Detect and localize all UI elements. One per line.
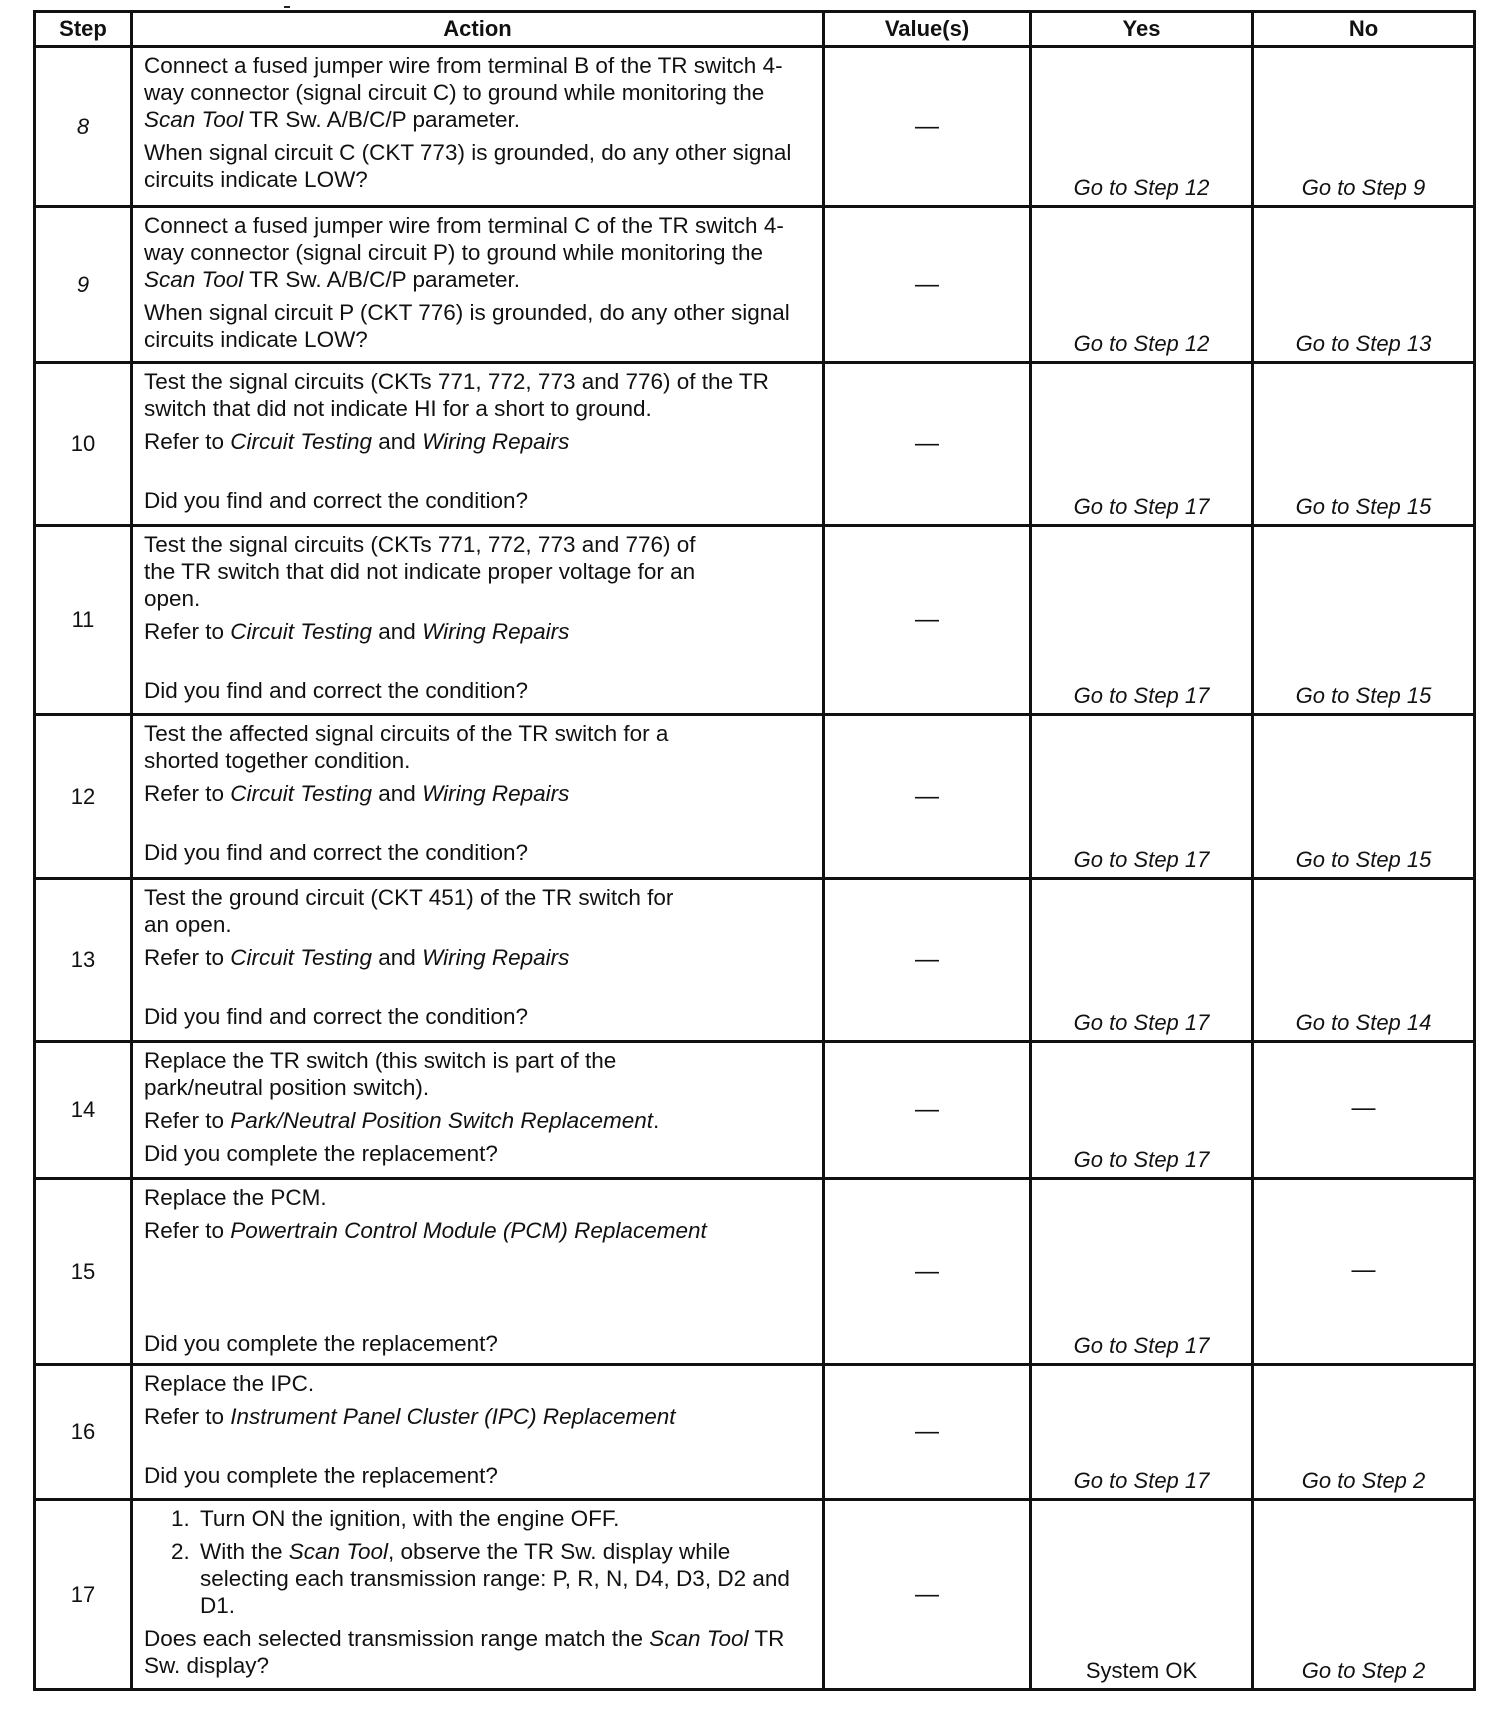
action-cell [132,1365,824,1500]
action-reference [144,428,814,455]
reference-joiner: and [372,945,423,970]
reference-joiner: and [372,781,423,806]
reference-prefix: Refer to [144,945,231,970]
reference-link[interactable]: Circuit Testing [230,619,373,644]
no-link[interactable]: Go to Step 14 [1295,1010,1432,1035]
action-reference [144,1217,814,1244]
step-number: 13 [35,879,132,1042]
action-reference [144,618,814,645]
reference-prefix: Refer to [144,619,231,644]
no-cell [1253,526,1475,715]
action-instruction: Test the ground circuit (CKT 451) of the TR switch for an open. [144,885,674,937]
yes-link[interactable]: Go to Step 17 [1073,494,1210,519]
step-number: 8 [35,47,132,207]
question-text: Does each selected transmission range match the [144,1626,650,1651]
action-cell [132,47,824,207]
yes-link[interactable]: Go to Step 12 [1073,331,1210,356]
no-cell [1253,207,1475,363]
value-cell: — [824,1179,1031,1365]
action-question: Did you find and correct the condition? [144,488,528,513]
question-emphasis: Scan Tool [649,1626,749,1651]
reference-link[interactable]: Wiring Repairs [422,945,570,970]
yes-link[interactable]: Go to Step 17 [1073,1333,1210,1358]
reference-period: . [653,1108,660,1133]
action-question: Did you complete the replacement? [144,1331,498,1356]
reference-link[interactable]: Wiring Repairs [422,781,570,806]
no-value: — [1351,1256,1376,1284]
value-cell: — [824,1500,1031,1690]
yes-link[interactable]: Go to Step 17 [1073,847,1210,872]
table-row-step-9 [35,207,1475,363]
reference-link[interactable]: Wiring Repairs [422,619,570,644]
no-cell [1253,879,1475,1042]
no-link[interactable]: Go to Step 15 [1295,683,1432,708]
action-question: Did you find and correct the condition? [144,1004,528,1029]
reference-prefix: Refer to [144,429,231,454]
value-cell: — [824,47,1031,207]
no-link[interactable]: Go to Step 15 [1295,847,1432,872]
action-question: When signal circuit C (CKT 773) is grounded, do any other signal circuits indicate LOW? [144,140,792,192]
no-cell [1253,715,1475,879]
reference-link[interactable]: Powertrain Control Module (PCM) Replacement [230,1218,707,1243]
reference-link[interactable]: Park/Neutral Position Switch Replacement [230,1108,653,1133]
action-instruction: Test the signal circuits (CKTs 771, 772, 773 and 776) of the TR switch that did not indicate proper voltage for an open. [144,532,696,611]
action-instruction: Test the signal circuits (CKTs 771, 772, 773 and 776) of the TR switch that did not indicate HI for a short to ground. [144,369,769,421]
table-row-step-10 [35,363,1475,526]
table-row-step-16 [35,1365,1475,1500]
no-cell [1253,1365,1475,1500]
action-cell [132,363,824,526]
diagnostic-table [33,10,1476,1691]
instruction-text: TR Sw. A/B/C/P parameter. [243,267,521,292]
table-row-step-13 [35,879,1475,1042]
reference-prefix: Refer to [144,1404,231,1429]
yes-cell [1031,715,1253,879]
yes-result: System OK [1085,1658,1198,1683]
yes-cell [1031,526,1253,715]
value-cell: — [824,363,1031,526]
no-link[interactable]: Go to Step 9 [1301,175,1426,200]
action-instruction: Test the affected signal circuits of the TR switch for a shorted together condition. [144,721,669,773]
no-link[interactable]: Go to Step 2 [1301,1658,1426,1683]
reference-link[interactable]: Instrument Panel Cluster (IPC) Replacement [230,1404,676,1429]
no-link[interactable]: Go to Step 2 [1301,1468,1426,1493]
instruction-emphasis: Scan Tool [288,1539,389,1564]
action-question: Did you complete the replacement? [144,1141,498,1166]
yes-cell [1031,1179,1253,1365]
action-cell [132,207,824,363]
no-cell [1253,1042,1475,1179]
action-cell [132,715,824,879]
instruction-text: , observe the TR Sw. display while selecting each transmission range: P, R, N, D4, D3, D2 and D1. [200,1539,790,1618]
header-no: No [1253,12,1475,47]
reference-prefix: Refer to [144,1108,231,1133]
yes-cell [1031,879,1253,1042]
action-reference [144,780,814,807]
action-question: Did you find and correct the condition? [144,678,528,703]
yes-link[interactable]: Go to Step 17 [1073,1147,1210,1172]
value-cell: — [824,207,1031,363]
step-number: 17 [35,1500,132,1690]
action-instruction [144,212,814,293]
no-cell [1253,1179,1475,1365]
action-reference [144,1403,814,1430]
reference-joiner: and [372,429,423,454]
value-cell: — [824,715,1031,879]
step-number: 11 [35,526,132,715]
no-cell [1253,363,1475,526]
reference-prefix: Refer to [144,781,231,806]
instruction-text: TR Sw. A/B/C/P parameter. [243,107,521,132]
yes-cell [1031,207,1253,363]
yes-link[interactable]: Go to Step 12 [1073,175,1210,200]
no-cell [1253,47,1475,207]
action-cell [132,879,824,1042]
action-cell [132,1042,824,1179]
spacer [144,813,814,839]
header-action: Action [132,12,824,47]
spacer [144,1250,814,1330]
header-step: Step [35,12,132,47]
action-question: Did you complete the replacement? [144,1463,498,1488]
action-reference [144,1107,814,1134]
action-question: When signal circuit P (CKT 776) is grounded, do any other signal circuits indicate LOW? [144,300,790,352]
question-text: TR Sw. display? [144,1626,785,1678]
table-row-step-11 [35,526,1475,715]
no-value: — [1351,1094,1376,1122]
procedure-step [196,1538,814,1619]
action-cell [132,526,824,715]
action-instruction: Replace the IPC. [144,1371,315,1396]
action-cell [132,1500,824,1690]
action-question: Did you find and correct the condition? [144,840,528,865]
value-cell: — [824,879,1031,1042]
yes-cell [1031,1365,1253,1500]
no-cell [1253,1500,1475,1690]
step-number: 15 [35,1179,132,1365]
header-row [35,12,1475,47]
table-row-step-15 [35,1179,1475,1365]
procedure-list [144,1505,814,1619]
value-cell: — [824,526,1031,715]
spacer [144,651,814,677]
spacer [144,461,814,487]
step-number: 10 [35,363,132,526]
action-cell [132,1179,824,1365]
step-number: 14 [35,1042,132,1179]
instruction-text: With the [200,1539,289,1564]
table-row-step-12 [35,715,1475,879]
scan-artifact-mark [284,6,290,8]
instruction-text: Connect a fused jumper wire from terminal C of the TR switch 4-way connector (signal circuit P) to ground while monitoring the [144,213,784,265]
reference-joiner: and [372,619,423,644]
table-row-step-14 [35,1042,1475,1179]
reference-prefix: Refer to [144,1218,231,1243]
reference-link[interactable]: Wiring Repairs [422,429,570,454]
value-cell: — [824,1042,1031,1179]
action-instruction: Replace the PCM. [144,1185,327,1210]
action-instruction: Replace the TR switch (this switch is part of the park/neutral position switch). [144,1048,617,1100]
spacer [144,1436,814,1462]
step-number: 16 [35,1365,132,1500]
yes-cell [1031,363,1253,526]
yes-cell [1031,1500,1253,1690]
instruction-text: Connect a fused jumper wire from terminal B of the TR switch 4-way connector (signal circuit C) to ground while monitoring the [144,53,783,105]
procedure-step: 1. Turn ON the ignition, with the engine OFF. [196,1505,814,1532]
instruction-emphasis: Scan Tool [144,107,244,132]
reference-link[interactable]: Circuit Testing [230,945,373,970]
header-values: Value(s) [824,12,1031,47]
yes-link[interactable]: Go to Step 17 [1073,683,1210,708]
step-number: 12 [35,715,132,879]
reference-link[interactable]: Circuit Testing [230,781,373,806]
value-cell: — [824,1365,1031,1500]
yes-link[interactable]: Go to Step 17 [1073,1010,1210,1035]
action-question [144,1625,814,1679]
action-reference [144,944,814,971]
step-number: 9 [35,207,132,363]
yes-cell [1031,47,1253,207]
no-link[interactable]: Go to Step 13 [1295,331,1432,356]
no-link[interactable]: Go to Step 15 [1295,494,1432,519]
table-row-step-17 [35,1500,1475,1690]
spacer [144,977,814,1003]
yes-link[interactable]: Go to Step 17 [1073,1468,1210,1493]
table-row-step-8 [35,47,1475,207]
yes-cell [1031,1042,1253,1179]
reference-link[interactable]: Circuit Testing [230,429,373,454]
header-yes: Yes [1031,12,1253,47]
instruction-emphasis: Scan Tool [144,267,244,292]
action-instruction [144,52,814,133]
